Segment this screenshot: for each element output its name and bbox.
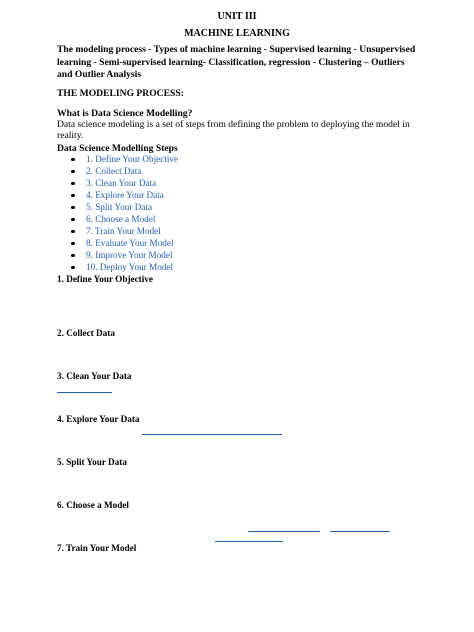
step-link[interactable]: 3. Clean Your Data <box>57 177 178 189</box>
step-link[interactable]: 1. Define Your Objective <box>57 153 178 165</box>
topics-summary: The modeling process - Types of machine learning - Supervised learning - Unsupervised learning - Semi-supervised learning- Classification, regression - Clustering – Outliers and Outlier Analysis <box>57 44 416 80</box>
steps-heading: Data Science Modelling Steps <box>57 143 178 154</box>
question-heading: What is Data Science Modelling? <box>57 108 193 119</box>
step-link[interactable]: 5. Split Your Data <box>57 201 178 213</box>
section-heading-explore: 4. Explore Your Data <box>57 414 140 424</box>
section-heading-train: 7. Train Your Model <box>57 543 137 553</box>
document-title: MACHINE LEARNING <box>184 28 290 39</box>
step-link[interactable]: 2. Collect Data <box>57 165 178 177</box>
unit-label: UNIT III <box>217 11 257 22</box>
step-link[interactable]: 6. Choose a Model <box>57 213 178 225</box>
hyperlink-underline[interactable] <box>248 531 320 532</box>
steps-list <box>57 153 178 273</box>
process-heading: THE MODELING PROCESS: <box>57 88 184 99</box>
hyperlink-underline[interactable] <box>142 434 282 435</box>
section-heading-collect: 2. Collect Data <box>57 328 115 338</box>
section-heading-clean: 3. Clean Your Data <box>57 371 132 381</box>
step-link[interactable]: 9. Improve Your Model <box>57 249 178 261</box>
section-heading-objective: 1. Define Your Objective <box>57 274 153 284</box>
hyperlink-underline[interactable] <box>330 531 390 532</box>
hyperlink-underline[interactable] <box>215 541 283 542</box>
hyperlink-underline[interactable] <box>57 392 112 393</box>
section-heading-split: 5. Split Your Data <box>57 457 127 467</box>
step-link[interactable]: 10. Deploy Your Model <box>57 261 178 273</box>
step-link[interactable]: 8. Evaluate Your Model <box>57 237 178 249</box>
step-link[interactable]: 7. Train Your Model <box>57 225 178 237</box>
step-link[interactable]: 4. Explore Your Data <box>57 189 178 201</box>
definition-paragraph: Data science modeling is a set of steps from defining the problem to deploying the model in reality. <box>57 119 410 141</box>
section-heading-choose: 6. Choose a Model <box>57 500 129 510</box>
